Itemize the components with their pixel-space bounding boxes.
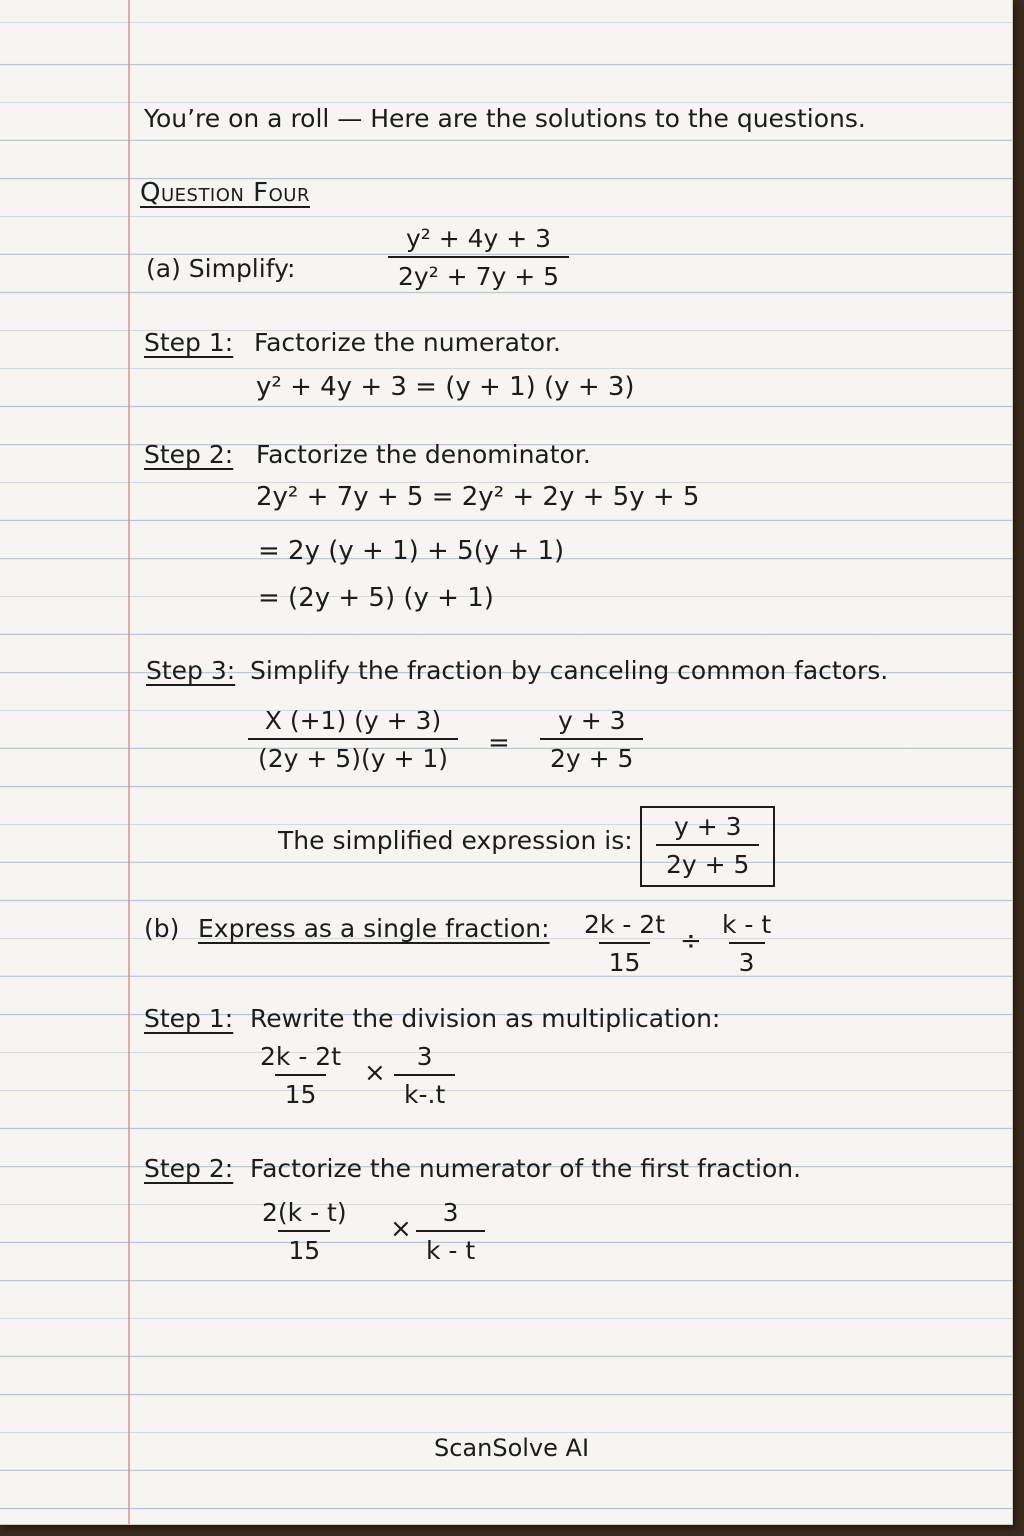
result-label: The simplified expression is: <box>278 826 633 855</box>
a-step3-rhs-fraction <box>540 708 643 771</box>
part-b-fraction-2-denominator: 3 <box>729 942 765 975</box>
part-a-numerator: y² + 4y + 3 <box>405 224 552 253</box>
b-step1-times: × <box>364 1058 386 1088</box>
a-step3-lhs-numerator: X (+1) (y + 3) <box>264 706 442 735</box>
part-a-denominator: 2y² + 7y + 5 <box>388 256 569 289</box>
a-step3-rhs-numerator: y + 3 <box>557 706 626 735</box>
b-step1-b-denominator: k-.t <box>394 1074 455 1107</box>
part-b-operator: ÷ <box>680 926 702 956</box>
b-step1-a-denominator: 15 <box>275 1074 327 1107</box>
result-denominator: 2y + 5 <box>656 844 759 877</box>
b-step2-b-numerator: 3 <box>442 1198 459 1227</box>
result-box <box>640 806 775 887</box>
a-step3-lhs-denominator: (2y + 5)(y + 1) <box>248 738 458 771</box>
question-heading: Question Four <box>140 178 310 208</box>
b-step2-a-numerator: 2(k - t) <box>262 1198 347 1227</box>
a-step1-label: Step 1: <box>144 328 234 357</box>
a-step2-text: Factorize the denominator. <box>256 440 591 469</box>
b-step2-b-denominator: k - t <box>416 1230 485 1263</box>
b-step1-a-numerator: 2k - 2t <box>260 1042 342 1071</box>
b-step1-fraction-a <box>250 1044 351 1107</box>
a-step3-label: Step 3: <box>146 656 236 685</box>
b-step2-text: Factorize the numerator of the first fraction. <box>250 1154 802 1183</box>
a-step1-line1: y² + 4y + 3 = (y + 1) (y + 3) <box>256 372 635 402</box>
b-step2-fraction-a <box>252 1200 357 1263</box>
part-a-expression <box>388 226 569 289</box>
a-step1-text: Factorize the numerator. <box>254 328 561 357</box>
part-b-fraction-2 <box>712 912 781 975</box>
a-step3-equals: = <box>488 728 510 758</box>
b-step2-times: × <box>390 1214 412 1244</box>
result-numerator: y + 3 <box>673 812 742 841</box>
a-step3-text: Simplify the fraction by canceling common factors. <box>250 656 889 685</box>
part-b-fraction-1-denominator: 15 <box>599 942 651 975</box>
part-b-instruction: Express as a single fraction: <box>198 914 550 943</box>
a-step2-label: Step 2: <box>144 440 234 469</box>
margin-line <box>128 0 130 1524</box>
result-fraction <box>656 814 759 877</box>
footer-brand: ScanSolve AI <box>434 1434 590 1462</box>
a-step3-rhs-denominator: 2y + 5 <box>540 738 643 771</box>
b-step2-a-denominator: 15 <box>278 1230 330 1263</box>
part-b-label: (b) <box>144 914 180 943</box>
a-step3-lhs-fraction <box>248 708 458 771</box>
b-step1-label: Step 1: <box>144 1004 234 1033</box>
part-b-fraction-1-numerator: 2k - 2t <box>584 910 666 939</box>
b-step1-fraction-b <box>394 1044 455 1107</box>
b-step1-b-numerator: 3 <box>416 1042 433 1071</box>
part-b-fraction-1 <box>574 912 675 975</box>
a-step2-line1: 2y² + 7y + 5 = 2y² + 2y + 5y + 5 <box>256 482 700 512</box>
intro-text: You’re on a roll — Here are the solutions to the questions. <box>144 104 866 133</box>
b-step2-label: Step 2: <box>144 1154 234 1183</box>
part-a-label: (a) Simplify: <box>146 254 296 283</box>
a-step2-line2: = 2y (y + 1) + 5(y + 1) <box>258 536 565 566</box>
part-b-fraction-2-numerator: k - t <box>722 910 772 939</box>
b-step1-text: Rewrite the division as multiplication: <box>250 1004 721 1033</box>
a-step2-line3: = (2y + 5) (y + 1) <box>258 583 494 613</box>
b-step2-fraction-b <box>416 1200 485 1263</box>
